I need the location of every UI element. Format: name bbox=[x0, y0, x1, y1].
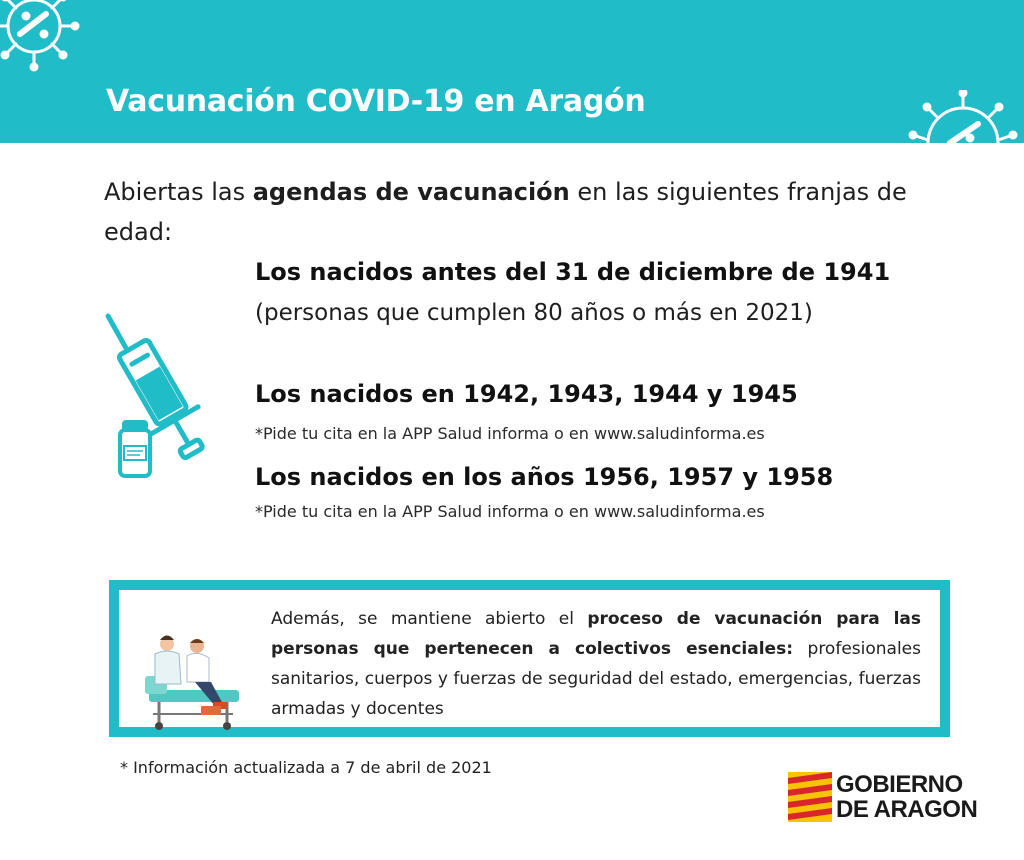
page-title: Vacunación COVID-19 en Aragón bbox=[106, 84, 646, 119]
virus-icon bbox=[0, 0, 92, 76]
aragon-flag-logo bbox=[788, 772, 832, 822]
syringe-icon bbox=[104, 312, 229, 482]
intro-text bbox=[104, 172, 954, 252]
essential-groups-box bbox=[109, 580, 950, 737]
group-subtitle-1941: (personas que cumplen 80 años o más en 2021) bbox=[255, 300, 813, 326]
essential-groups-text-end: profesionales sanitarios, cuerpos y fuerzas de seguridad del estado, emergencias, fuerzas armadas y docentes bbox=[271, 639, 921, 719]
vaccination-illustration bbox=[139, 632, 244, 732]
vial-icon bbox=[120, 422, 150, 476]
header-banner bbox=[0, 0, 1024, 143]
essential-groups-text-highlight: proceso de vacunación para las personas que pertenecen a colectivos esenciales: bbox=[271, 609, 921, 659]
group-title-1956-1958: Los nacidos en los años 1956, 1957 y 1958 bbox=[255, 463, 834, 491]
group-title-1941: Los nacidos antes del 31 de diciembre de 1941 bbox=[255, 258, 891, 286]
essential-groups-text bbox=[271, 604, 921, 724]
update-footnote: * Información actualizada a 7 de abril de 2021 bbox=[120, 758, 492, 777]
intro-text-start: Abiertas las bbox=[104, 178, 253, 206]
virus-icon bbox=[908, 90, 1018, 143]
essential-groups-text-start: Además, se mantiene abierto el bbox=[271, 609, 588, 629]
logo-wordmark bbox=[836, 772, 977, 822]
logo-line-2: DE ARAGON bbox=[836, 796, 978, 823]
intro-text-end: en las siguientes franjas de edad: bbox=[104, 178, 907, 246]
logo-line-1: GOBIERNO bbox=[836, 771, 963, 798]
intro-text-highlight: agendas de vacunación bbox=[252, 178, 570, 206]
group-note-1942-1945: *Pide tu cita en la APP Salud informa o en www.saludinforma.es bbox=[255, 424, 765, 443]
group-note-1956-1958: *Pide tu cita en la APP Salud informa o en www.saludinforma.es bbox=[255, 502, 765, 521]
group-title-1942-1945: Los nacidos en 1942, 1943, 1944 y 1945 bbox=[255, 380, 798, 408]
